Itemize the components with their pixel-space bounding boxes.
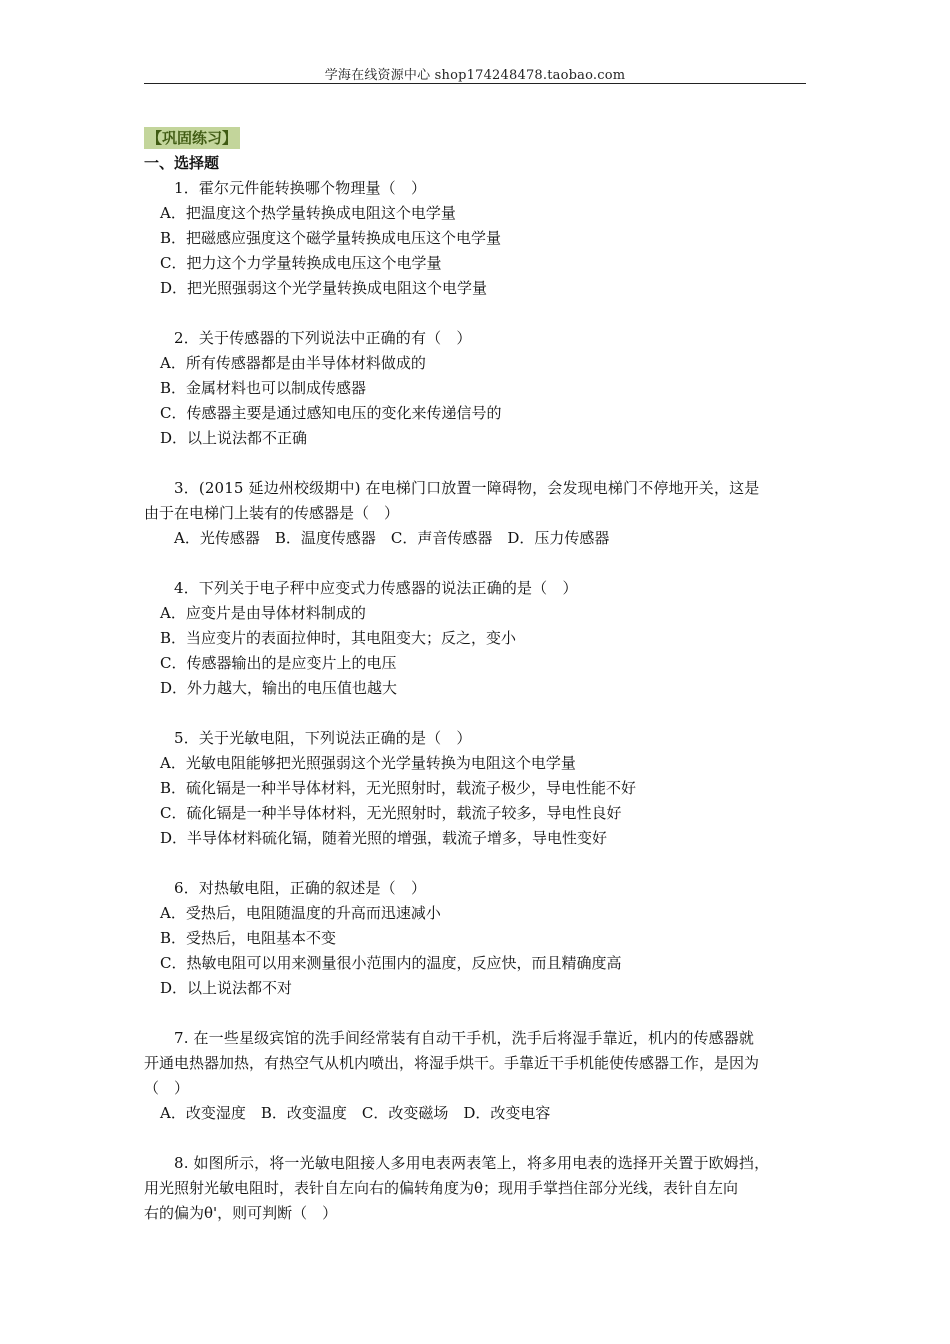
question-2-option-d: D．以上说法都不正确 bbox=[160, 429, 308, 447]
question-6-stem: 6．对热敏电阻，正确的叙述是（ ） bbox=[174, 879, 427, 897]
section-title: 一、选择题 bbox=[144, 154, 220, 172]
question-1-option-a: A．把温度这个热学量转换成电阻这个电学量 bbox=[160, 204, 456, 222]
question-5-option-c: C．硫化镉是一种半导体材料，无光照射时，载流子较多，导电性良好 bbox=[160, 804, 622, 822]
question-2-option-b: B．金属材料也可以制成传感器 bbox=[160, 379, 367, 397]
question-4-option-c: C．传感器输出的是应变片上的电压 bbox=[160, 654, 397, 672]
question-1-option-d: D．把光照强弱这个光学量转换成电阻这个电学量 bbox=[160, 279, 488, 297]
question-6-option-a: A．受热后，电阻随温度的升高而迅速减小 bbox=[160, 904, 441, 922]
question-5-stem: 5．关于光敏电阻，下列说法正确的是（ ） bbox=[174, 729, 472, 747]
question-5-option-b: B．硫化镉是一种半导体材料，无光照射时，载流子极少，导电性能不好 bbox=[160, 779, 637, 797]
question-8-stem-line-2: 用光照射光敏电阻时，表针自左向右的偏转角度为θ；现用手掌挡住部分光线，表针自左向 bbox=[144, 1179, 739, 1197]
question-1-stem: 1．霍尔元件能转换哪个物理量（ ） bbox=[174, 179, 427, 197]
question-3-stem-line-2: 由于在电梯门上装有的传感器是（ ） bbox=[144, 504, 400, 522]
question-2-option-c: C．传感器主要是通过感知电压的变化来传递信号的 bbox=[160, 404, 502, 422]
question-2-stem: 2．关于传感器的下列说法中正确的有（ ） bbox=[174, 329, 472, 347]
question-7-stem-line-3: （ ） bbox=[144, 1079, 190, 1097]
question-5-option-a: A．光敏电阻能够把光照强弱这个光学量转换为电阻这个电学量 bbox=[160, 754, 576, 772]
practice-tag: 【巩固练习】 bbox=[144, 127, 240, 149]
question-4-option-a: A．应变片是由导体材料制成的 bbox=[160, 604, 366, 622]
question-1-option-c: C．把力这个力学量转换成电压这个电学量 bbox=[160, 254, 442, 272]
question-8-stem-line-1: 8. 如图所示，将一光敏电阻接人多用电表两表笔上，将多用电表的选择开关置于欧姆挡， bbox=[174, 1154, 770, 1172]
question-6-option-b: B．受热后，电阻基本不变 bbox=[160, 929, 337, 947]
question-7-options: A．改变湿度 B．改变温度 C．改变磁场 D．改变电容 bbox=[160, 1104, 551, 1122]
document-body bbox=[144, 126, 806, 1226]
question-3-options: A．光传感器 B．温度传感器 C．声音传感器 D．压力传感器 bbox=[174, 529, 610, 547]
page-header: 学海在线资源中心 shop174248478.taobao.com bbox=[324, 68, 626, 83]
question-8-stem-line-3: 右的偏为θ'，则可判断（ ） bbox=[144, 1204, 338, 1222]
question-6-option-c: C．热敏电阻可以用来测量很小范围内的温度，反应快，而且精确度高 bbox=[160, 954, 622, 972]
question-4-option-b: B．当应变片的表面拉伸时，其电阻变大；反之，变小 bbox=[160, 629, 517, 647]
question-6-option-d: D．以上说法都不对 bbox=[160, 979, 293, 997]
question-5-option-d: D．半导体材料硫化镉，随着光照的增强，载流子增多，导电性变好 bbox=[160, 829, 608, 847]
question-7-stem-line-2: 开通电热器加热，有热空气从机内喷出，将湿手烘干。手靠近干手机能使传感器工作，是因为 bbox=[144, 1054, 760, 1072]
question-4-option-d: D．外力越大，输出的电压值也越大 bbox=[160, 679, 398, 697]
question-2-option-a: A．所有传感器都是由半导体材料做成的 bbox=[160, 354, 426, 372]
question-1-option-b: B．把磁感应强度这个磁学量转换成电压这个电学量 bbox=[160, 229, 502, 247]
question-3-stem-line-1: 3．(2015 延边州校级期中) 在电梯门口放置一障碍物，会发现电梯门不停地开关，这是 bbox=[174, 479, 760, 497]
question-7-stem-line-1: 7. 在一些星级宾馆的洗手间经常装有自动干手机，洗手后将湿手靠近，机内的传感器就 bbox=[174, 1029, 755, 1047]
question-4-stem: 4．下列关于电子秤中应变式力传感器的说法正确的是（ ） bbox=[174, 579, 578, 597]
header-rule bbox=[144, 83, 806, 84]
